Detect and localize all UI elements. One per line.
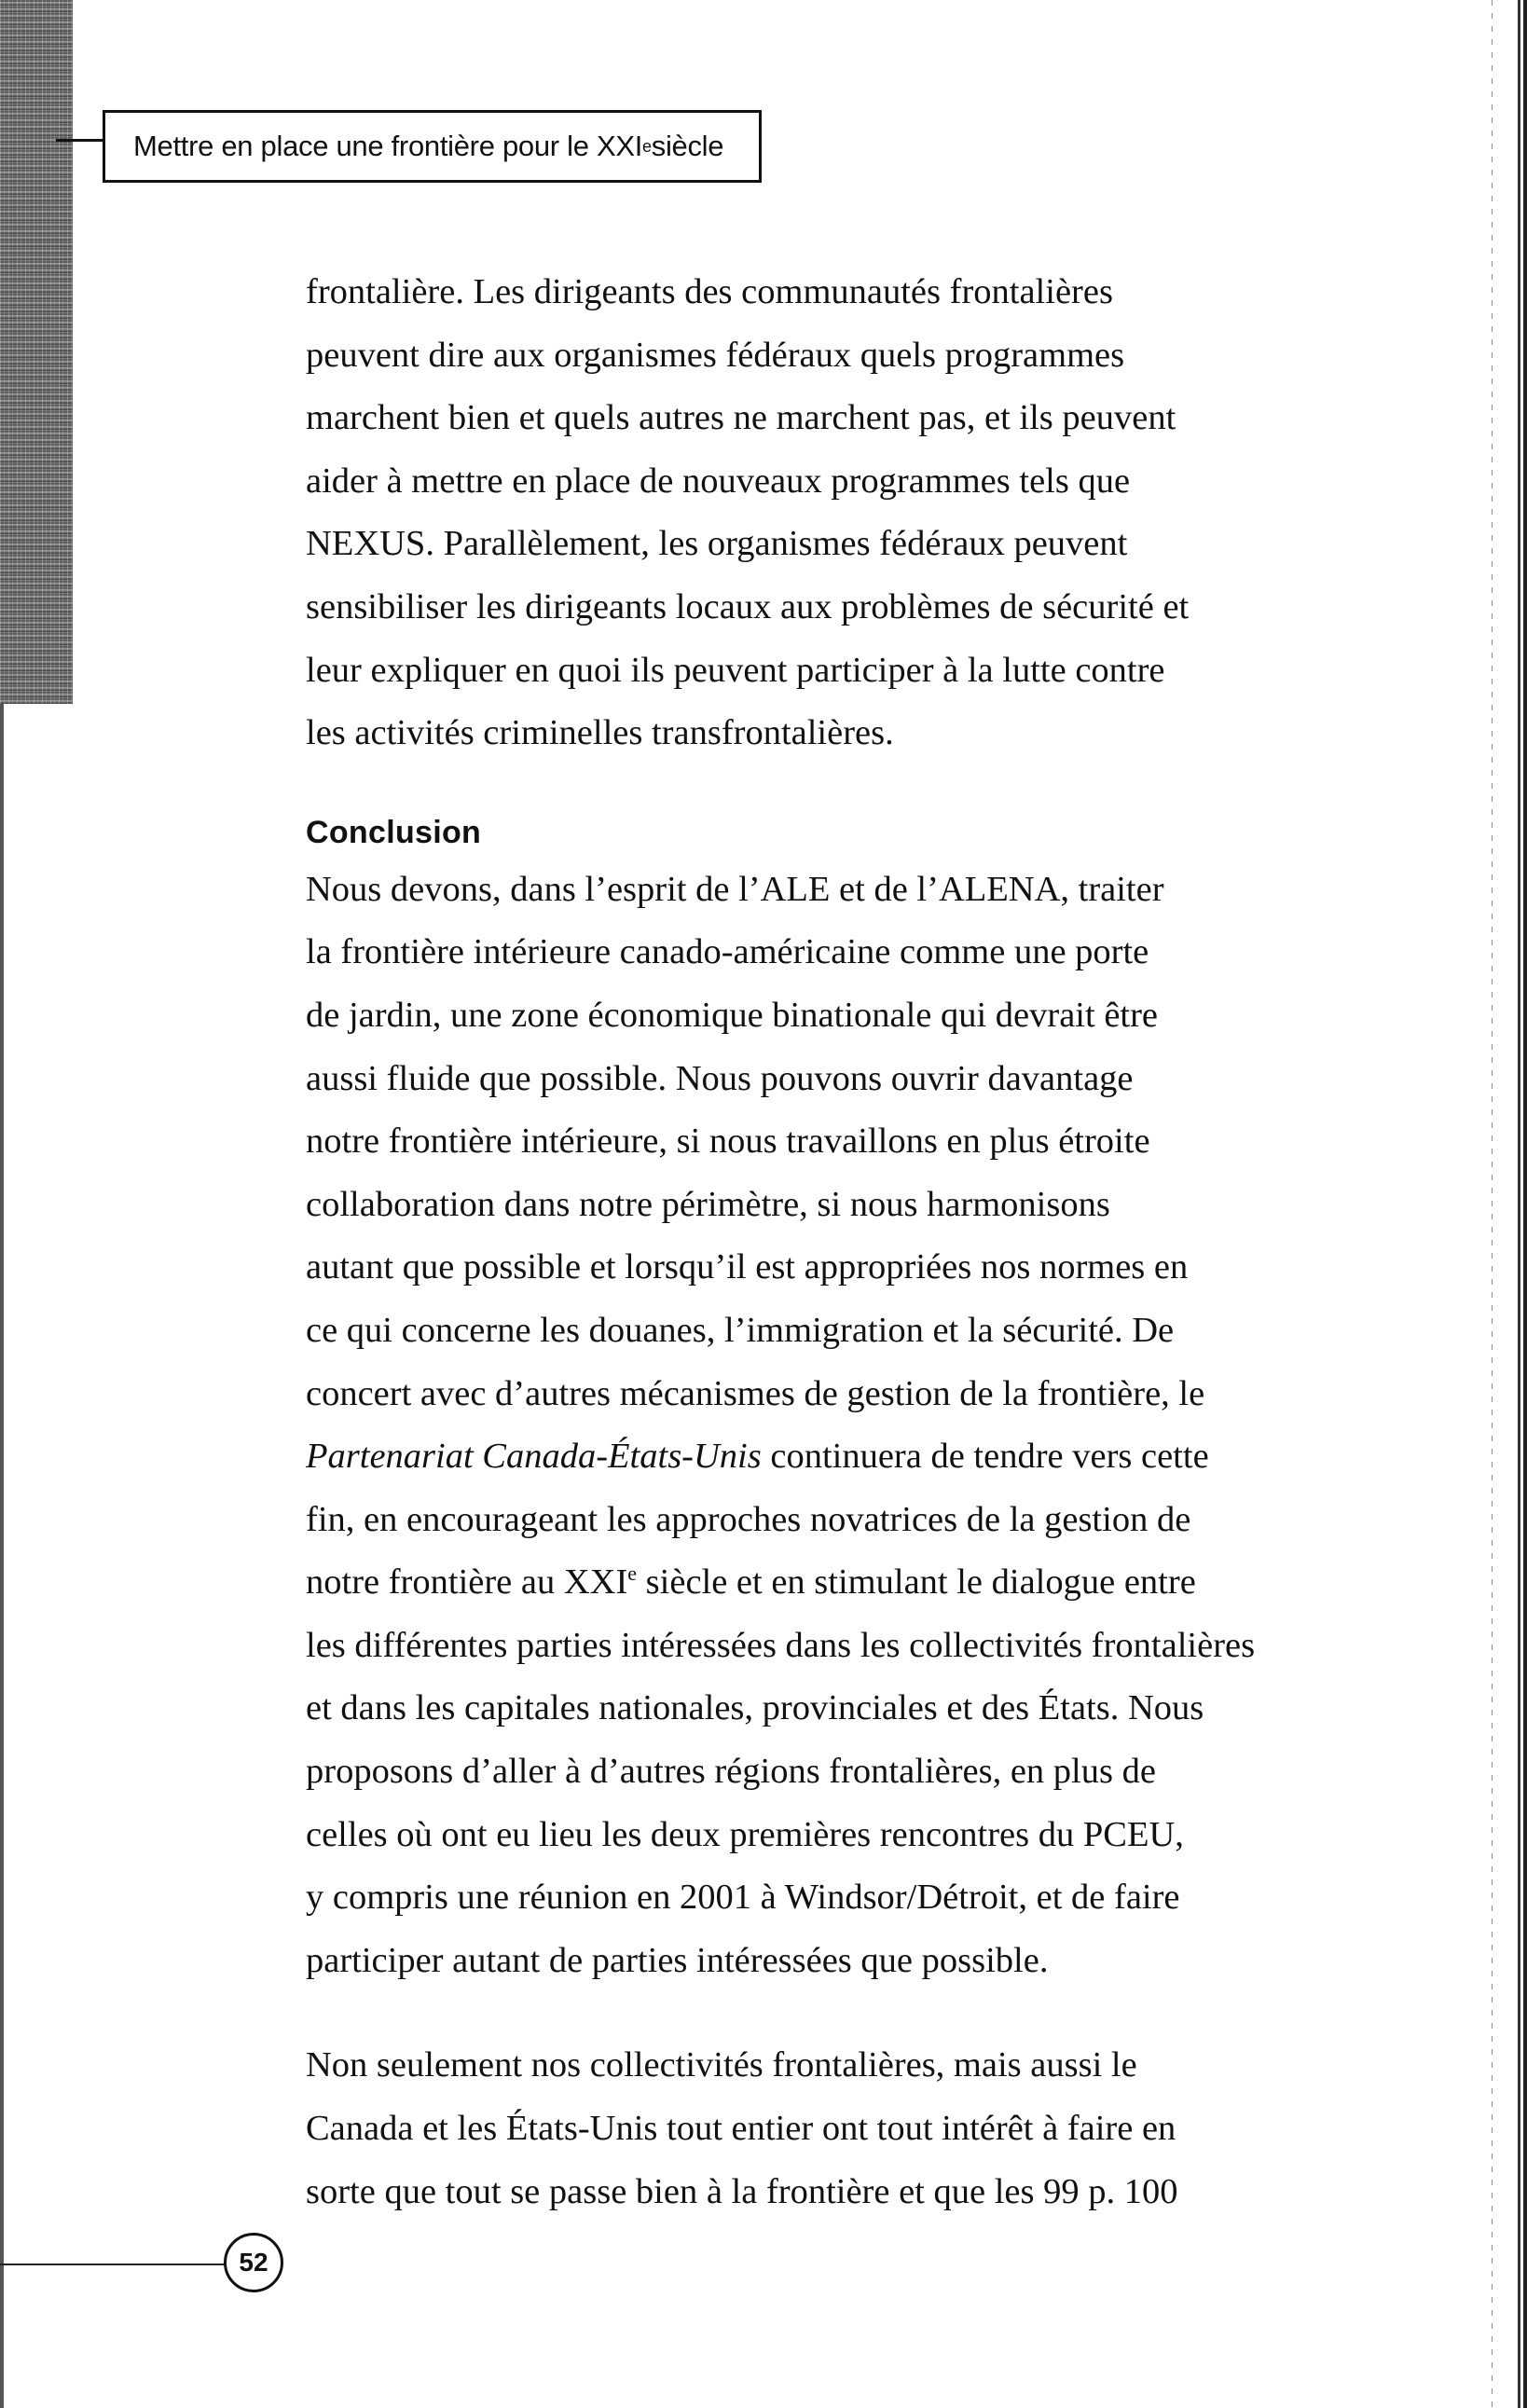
text-line: la frontière intérieure canado-américaine comme une porte: [306, 932, 1149, 972]
page-number: 52: [224, 2233, 283, 2292]
paragraph-1: [306, 261, 1364, 765]
text-line: celles où ont eu lieu les deux premières rencontres du PCEU,: [306, 1814, 1184, 1854]
text-line: les différentes parties intéressées dans les collectivités frontalières: [306, 1625, 1256, 1665]
paragraph-3: [306, 2034, 1364, 2223]
text-line-with-superscript: [306, 1551, 1364, 1615]
text-line: ce qui concerne les douanes, l’immigration et la sécurité. De: [306, 1310, 1175, 1350]
text-line: de jardin, une zone économique binationale qui devrait être: [306, 995, 1159, 1035]
text-fragment: siècle et en stimulant le dialogue entre: [637, 1562, 1196, 1603]
paragraph-2: [306, 859, 1364, 1993]
text-line: collaboration dans notre périmètre, si nous harmonisons: [306, 1184, 1110, 1224]
italic-title: Partenariat Canada-États-Unis: [306, 1437, 762, 1477]
text-line: frontalière. Les dirigeants des communautés frontalières: [306, 272, 1113, 311]
text-line: NEXUS. Parallèlement, les organismes fédéraux peuvent: [306, 524, 1128, 564]
text-fragment: continuera de tendre vers cette: [761, 1437, 1209, 1477]
running-header-text-end: siècle: [651, 130, 724, 162]
superscript: e: [627, 1562, 638, 1586]
folio-rule: [0, 2264, 226, 2265]
text-line: concert avec d’autres mécanismes de gestion de la frontière, le: [306, 1373, 1205, 1413]
text-line: proposons d’aller à d’autres régions frontalières, en plus de: [306, 1752, 1156, 1792]
text-line: notre frontière intérieure, si nous travaillons en plus étroite: [306, 1121, 1150, 1162]
text-line: aussi fluide que possible. Nous pouvons ouvrir davantage: [306, 1058, 1134, 1098]
text-line: Non seulement nos collectivités frontalières, mais aussi le: [306, 2045, 1137, 2085]
scanned-binding-edge: [0, 0, 73, 704]
text-line: marchent bien et quels autres ne marchent pas, et ils peuvent: [306, 398, 1176, 438]
text-line: fin, en encourageant les approches novatrices de la gestion de: [306, 1499, 1191, 1539]
text-line: y compris une réunion en 2001 à Windsor/Détroit, et de faire: [306, 1878, 1180, 1918]
left-margin-rule: [0, 704, 4, 2408]
text-line-with-italic: [306, 1425, 1364, 1489]
section-heading: Conclusion: [306, 814, 482, 850]
text-line: sorte que tout se passe bien à la frontière et que les 99 p. 100: [306, 2171, 1178, 2211]
text-line: les activités criminelles transfrontalières.: [306, 713, 894, 753]
header-tick-mark: [56, 139, 104, 142]
text-line: autant que possible et lorsqu’il est appropriées nos normes en: [306, 1247, 1189, 1287]
text-fragment: notre frontière au XXI: [306, 1562, 628, 1603]
text-line: sensibiliser les dirigeants locaux aux problèmes de sécurité et: [306, 586, 1190, 626]
running-header-text: Mettre en place une frontière pour le XXI: [133, 130, 643, 162]
text-line: peuvent dire aux organismes fédéraux quels programmes: [306, 335, 1125, 375]
right-margin-rule: [1518, 0, 1527, 2408]
text-column: [306, 261, 1364, 2223]
text-line: aider à mettre en place de nouveaux programmes tels que: [306, 461, 1131, 501]
right-dotted-rule: [1492, 0, 1493, 2408]
text-line: participer autant de parties intéressées que possible.: [306, 1940, 1049, 1980]
text-line: Nous devons, dans l’esprit de l’ALE et de l’ALENA, traiter: [306, 869, 1164, 909]
running-header: Mettre en place une frontière pour le XXI e siècle: [103, 110, 762, 183]
text-line: et dans les capitales nationales, provinciales et des États. Nous: [306, 1688, 1204, 1728]
text-line: Canada et les États-Unis tout entier ont tout intérêt à faire en: [306, 2109, 1176, 2149]
text-line: leur expliquer en quoi ils peuvent participer à la lutte contre: [306, 650, 1165, 690]
